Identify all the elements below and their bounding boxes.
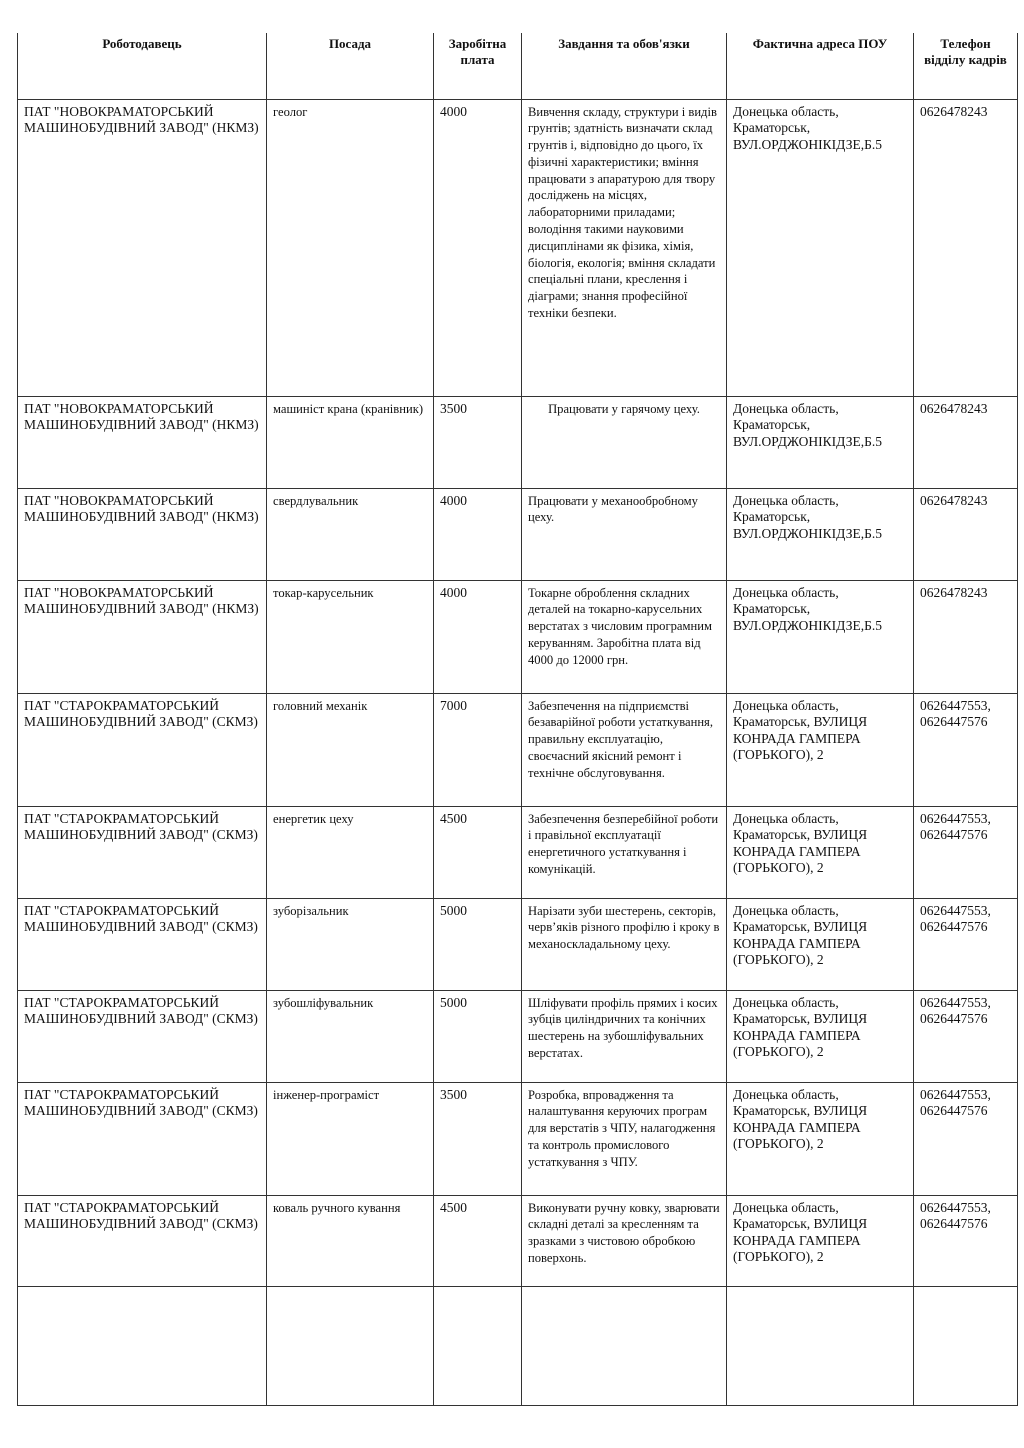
cell-position: зуборізальник xyxy=(267,898,434,990)
header-address: Фактична адреса ПОУ xyxy=(727,33,914,99)
cell-position: енергетик цеху xyxy=(267,806,434,898)
empty-cell xyxy=(18,1286,267,1405)
cell-duties: Працювати у механообробному цеху. xyxy=(522,488,727,580)
header-phone: Телефон відділу кадрів xyxy=(914,33,1018,99)
cell-phone: 0626478243 xyxy=(914,580,1018,693)
cell-phone: 0626478243 xyxy=(914,396,1018,488)
cell-employer: ПАТ "СТАРОКРАМАТОРСЬКИЙ МАШИНОБУДІВНИЙ ЗАВОД" (СКМЗ) xyxy=(18,693,267,806)
cell-phone: 0626478243 xyxy=(914,488,1018,580)
cell-position: головний механік xyxy=(267,693,434,806)
cell-position: токар-карусельник xyxy=(267,580,434,693)
cell-address: Донецька область, Краматорськ, ВУЛ.ОРДЖОНІКІДЗЕ,Б.5 xyxy=(727,396,914,488)
cell-phone: 0626447553, 0626447576 xyxy=(914,1082,1018,1195)
cell-phone: 0626447553, 0626447576 xyxy=(914,806,1018,898)
cell-salary: 4000 xyxy=(434,99,522,396)
cell-salary: 5000 xyxy=(434,990,522,1082)
table-row xyxy=(18,396,1018,488)
cell-address: Донецька область, Краматорськ, ВУЛ.ОРДЖОНІКІДЗЕ,Б.5 xyxy=(727,99,914,396)
cell-duties: Токарне оброблення складних деталей на токарно-карусельних верстатах з числовим програмним керуванням. Заробітна плата від 4000 до 12000 грн. xyxy=(522,580,727,693)
cell-employer: ПАТ "СТАРОКРАМАТОРСЬКИЙ МАШИНОБУДІВНИЙ ЗАВОД" (СКМЗ) xyxy=(18,1082,267,1195)
cell-phone: 0626447553, 0626447576 xyxy=(914,990,1018,1082)
cell-employer: ПАТ "СТАРОКРАМАТОРСЬКИЙ МАШИНОБУДІВНИЙ ЗАВОД" (СКМЗ) xyxy=(18,990,267,1082)
header-duties: Завдання та обов'язки xyxy=(522,33,727,99)
cell-position: коваль ручного кування xyxy=(267,1195,434,1286)
cell-employer: ПАТ "НОВОКРАМАТОРСЬКИЙ МАШИНОБУДІВНИЙ ЗАВОД" (НКМЗ) xyxy=(18,580,267,693)
cell-duties: Нарізати зуби шестерень, секторів, черв’яків різного профілю і кроку в механоскладальному цеху. xyxy=(522,898,727,990)
table-row xyxy=(18,1082,1018,1195)
cell-duties: Розробка, впровадження та налаштування керуючих програм для верстатів з ЧПУ, налагодження та контроль промислового устаткування з ЧПУ. xyxy=(522,1082,727,1195)
cell-phone: 0626478243 xyxy=(914,99,1018,396)
cell-address: Донецька область, Краматорськ, ВУЛИЦЯ КОНРАДА ГАМПЕРА (ГОРЬКОГО), 2 xyxy=(727,898,914,990)
cell-address: Донецька область, Краматорськ, ВУЛ.ОРДЖОНІКІДЗЕ,Б.5 xyxy=(727,488,914,580)
cell-salary: 3500 xyxy=(434,1082,522,1195)
cell-employer: ПАТ "НОВОКРАМАТОРСЬКИЙ МАШИНОБУДІВНИЙ ЗАВОД" (НКМЗ) xyxy=(18,488,267,580)
cell-salary: 5000 xyxy=(434,898,522,990)
cell-position: свердлувальник xyxy=(267,488,434,580)
vacancies-table xyxy=(17,33,1018,1406)
cell-duties: Забезпечення на підприємстві безаварійної роботи устаткування, правильну експлуатацію, своєчасний якісний ремонт і технічне обслуговування. xyxy=(522,693,727,806)
empty-cell xyxy=(727,1286,914,1405)
header-position: Посада xyxy=(267,33,434,99)
cell-employer: ПАТ "СТАРОКРАМАТОРСЬКИЙ МАШИНОБУДІВНИЙ ЗАВОД" (СКМЗ) xyxy=(18,806,267,898)
cell-phone: 0626447553, 0626447576 xyxy=(914,898,1018,990)
cell-position: інженер-програміст xyxy=(267,1082,434,1195)
empty-cell xyxy=(267,1286,434,1405)
empty-cell xyxy=(522,1286,727,1405)
cell-address: Донецька область, Краматорськ, ВУЛИЦЯ КОНРАДА ГАМПЕРА (ГОРЬКОГО), 2 xyxy=(727,990,914,1082)
cell-address: Донецька область, Краматорськ, ВУЛИЦЯ КОНРАДА ГАМПЕРА (ГОРЬКОГО), 2 xyxy=(727,806,914,898)
cell-employer: ПАТ "СТАРОКРАМАТОРСЬКИЙ МАШИНОБУДІВНИЙ ЗАВОД" (СКМЗ) xyxy=(18,898,267,990)
cell-salary: 4000 xyxy=(434,488,522,580)
table-row xyxy=(18,580,1018,693)
table-row xyxy=(18,990,1018,1082)
table-row xyxy=(18,693,1018,806)
cell-address: Донецька область, Краматорськ, ВУЛИЦЯ КОНРАДА ГАМПЕРА (ГОРЬКОГО), 2 xyxy=(727,1082,914,1195)
table-row xyxy=(18,99,1018,396)
cell-salary: 4500 xyxy=(434,1195,522,1286)
empty-cell xyxy=(914,1286,1018,1405)
cell-duties: Забезпечення безперебійної роботи і правільної експлуатації енергетичного устаткування і комунікацій. xyxy=(522,806,727,898)
cell-address: Донецька область, Краматорськ, ВУЛИЦЯ КОНРАДА ГАМПЕРА (ГОРЬКОГО), 2 xyxy=(727,1195,914,1286)
cell-position: зубошліфувальник xyxy=(267,990,434,1082)
cell-phone: 0626447553, 0626447576 xyxy=(914,693,1018,806)
cell-phone: 0626447553, 0626447576 xyxy=(914,1195,1018,1286)
table-row xyxy=(18,488,1018,580)
cell-salary: 4000 xyxy=(434,580,522,693)
cell-duties: Працювати у гарячому цеху. xyxy=(522,396,727,488)
cell-salary: 7000 xyxy=(434,693,522,806)
cell-employer: ПАТ "НОВОКРАМАТОРСЬКИЙ МАШИНОБУДІВНИЙ ЗАВОД" (НКМЗ) xyxy=(18,99,267,396)
table-row xyxy=(18,806,1018,898)
cell-employer: ПАТ "СТАРОКРАМАТОРСЬКИЙ МАШИНОБУДІВНИЙ ЗАВОД" (СКМЗ) xyxy=(18,1195,267,1286)
empty-cell xyxy=(434,1286,522,1405)
cell-address: Донецька область, Краматорськ, ВУЛ.ОРДЖОНІКІДЗЕ,Б.5 xyxy=(727,580,914,693)
cell-position: геолог xyxy=(267,99,434,396)
cell-duties: Шліфувати профіль прямих і косих зубців циліндричних та конічних шестерень на зубошліфувальних верстатах. xyxy=(522,990,727,1082)
header-employer: Роботодавець xyxy=(18,33,267,99)
empty-table-row xyxy=(18,1286,1018,1405)
cell-duties: Вивчення складу, структури і видів грунтів; здатність визначати склад грунтів і, відповідно до цього, їх фізичні характеристики; вміння працювати з апаратурою для твору досліджень на місцях, лабораторними приладами; володіння такими науковими дисциплінами як фізика, хімія, біологія, екологія; вміння складати спеціальні плани, креслення і діаграми; знання професійної техніки безпеки. xyxy=(522,99,727,396)
table-row xyxy=(18,1195,1018,1286)
cell-address: Донецька область, Краматорськ, ВУЛИЦЯ КОНРАДА ГАМПЕРА (ГОРЬКОГО), 2 xyxy=(727,693,914,806)
cell-position: машиніст крана (кранівник) xyxy=(267,396,434,488)
cell-employer: ПАТ "НОВОКРАМАТОРСЬКИЙ МАШИНОБУДІВНИЙ ЗАВОД" (НКМЗ) xyxy=(18,396,267,488)
table-row xyxy=(18,898,1018,990)
cell-salary: 3500 xyxy=(434,396,522,488)
table-header-row xyxy=(18,33,1018,99)
cell-duties: Виконувати ручну ковку, зварювати складні деталі за кресленням та зразками з чистовою обробкою поверхонь. xyxy=(522,1195,727,1286)
header-salary: Заробітна плата xyxy=(434,33,522,99)
cell-salary: 4500 xyxy=(434,806,522,898)
